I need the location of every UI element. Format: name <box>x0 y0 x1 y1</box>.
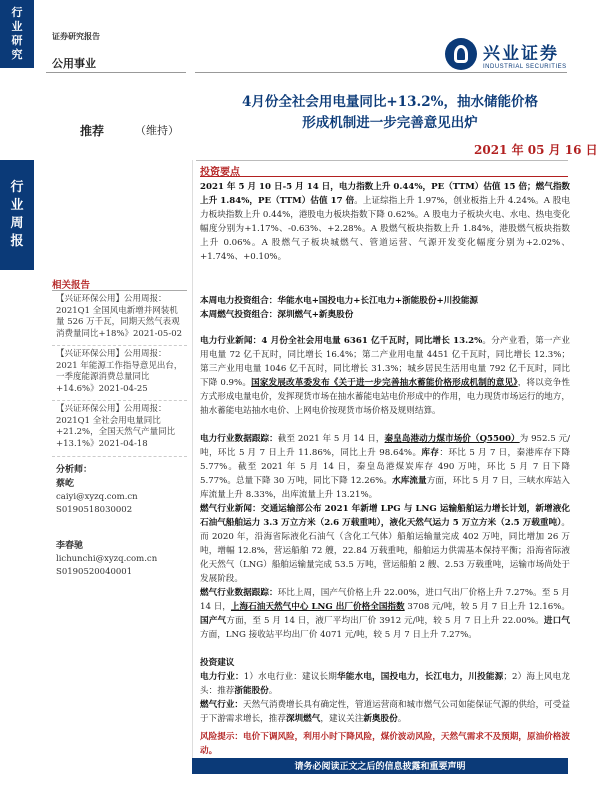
gas-news-paragraph: 燃气行业新闻：交通运输部公布 2021 年新增 LPG 与 LNG 运输船舶运力增长计划，新增液化石油气船舶运力 3.3 万立方米（2.6 万载重吨），液化天然气运力 5 万立方米（2.5 万载重吨）。而 2020 年，沿海省际液化石油气（含化工气体）船舶运输量完成 402 万吨，同比增加 26 万吨，增幅 12.8%，营运船舶 72 艘，22.84 万载重吨，船舶运力供需基本保持平衡；沿海省际液化天然气（LNG）船舶运输量完成 53.5 万吨，营运船舶 2 艘、2.53 万载重吨，运输市场尚处于发展阶段。 <box>200 504 570 584</box>
company-logo <box>445 38 567 70</box>
logo-icon <box>445 38 477 70</box>
power-news-paragraph: 电力行业新闻：4 月份全社会用电量 6361 亿千瓦时，同比增长 13.2%。分产业看，第一产业用电量 72 亿千瓦时，同比增长 16.4%；第二产业用电量 4451 亿千瓦时，同比增长 12.3%；第三产业用电量 1046 亿千瓦时，同比增长 31.3%；城乡居民生活用电量 792 亿千瓦时，同比下降 0.9%。国家发展改革委发布《关于进一步完善抽水蓄能价格形成机制的意见》，将以竞争性方式形成电量电价，发挥现货市场在抽水蓄能电站电价形成中的作用，电力现货市场运行的地方，抽水蓄能电站抽水电价、上网电价按现货市场价格及规则结算。 <box>200 336 570 416</box>
divider <box>200 176 568 177</box>
analyst-card <box>56 540 157 579</box>
power-data-paragraph: 电力行业数据跟踪：截至 2021 年 5 月 14 日，秦皇岛港动力煤市场价（Q5500）为 952.5 元/吨，环比 5 月 7 日上升 11.86%，同比上升 98.64%。库存：环比 5 月 7 日，秦港库存下降 5.77%。截至 2021 年 5 月 14 日，秦皇岛港煤炭库存 490 万吨，环比 5 月 7 日下降 5.77%。总量下降 30 万吨，同比下降 12.26%。水库流量方面，环比 5 月 7 日，三峡水库站入库流量上升 8.33%，出库流量上升 13.21%。 <box>200 434 571 500</box>
column-divider <box>192 160 193 758</box>
strip-char: 周 <box>10 216 24 231</box>
top-side-strip <box>0 0 34 68</box>
market-summary-paragraph: 2021 年 5 月 10 日-5 月 14 日，电力指数上升 0.44%，PE（TTM）估值 15 倍；燃气指数上升 1.84%，PE（TTM）估值 17 倍。上证综指上升 1.97%，创业板指上升 4.24%。A 股电力板块指数上升 0.44%，港股电力板块指数下降 0.62%。A 股电力子板块火电、水电、热电变化幅度分别为+1.17%、-0.63%、+2.28%。A 股燃气板块指数上升 1.84%，港股燃气板块指数上升 0.06%。A 股燃气子板块城燃气、管道运营、气源开发变化幅度分别为+2.02%、+1.74%、+0.10%。 <box>200 182 571 262</box>
analyst-cert: S0190518030002 <box>56 505 133 515</box>
analyst-email[interactable]: lichunchi@xyzq.com.cn <box>56 554 158 564</box>
advice-heading: 投资建议 <box>200 658 235 668</box>
strip-char: 究 <box>11 48 23 61</box>
analysts-heading: 分析师： <box>56 465 93 475</box>
divider <box>196 160 568 161</box>
related-report-link[interactable]: 【兴证环保公用】公用周报：2021Q1 全国风电新增并网装机量 526 万千瓦，同期天然气表观消费量同比+18%》2021-05-02 <box>56 294 183 339</box>
divider <box>195 72 567 73</box>
divider <box>52 400 187 401</box>
strip-char: 研 <box>11 34 23 47</box>
rating-label: 推荐 <box>80 124 105 138</box>
risk-warning: 风险提示：电价下调风险，利用小时下降风险，煤价波动风险，天然气需求不及预期，原油价格波动。 <box>200 732 570 756</box>
gas-data-paragraph: 燃气行业数据跟踪：环比上周，国产气价格上升 22.00%，进口气出厂价格上升 7.27%。至 5 月 14 日，上海石油天然气中心 LNG 出厂价格全国指数 3708 元/吨，较 5 月 7 日上升 12.16%。国产气方面，至 5 月 14 日，液厂平均出厂价 3912 元/吨，较 5 月 7 日上升 22.00%。进口气方面，LNG 接收站平均出厂价 4071 元/吨，较 5 月 7 日上升 7.27%。 <box>200 588 570 640</box>
disclaimer-footer: 请务必阅读正文之后的信息披露和重要声明 <box>192 758 568 774</box>
strip-char: 行 <box>10 180 24 195</box>
portfolio-paragraph: 本周电力投资组合：华能水电+国投电力+长江电力+浙能股份+川投能源 本周燃气投资组合：深圳燃气+新奥股份 <box>200 296 479 320</box>
rating-change: （维持） <box>135 124 179 137</box>
sector-label: 公用事业 <box>52 57 96 70</box>
divider <box>52 456 187 457</box>
divider <box>52 345 187 346</box>
report-category-strip <box>0 160 34 270</box>
analyst-email[interactable]: caiyi@xyzq.com.cn <box>56 492 138 502</box>
report-date: 2021 年 05 月 16 日 <box>474 143 598 157</box>
strip-char: 业 <box>10 198 24 213</box>
analyst-cert: S0190520040001 <box>56 567 133 577</box>
divider <box>52 290 187 291</box>
strip-char: 报 <box>10 234 24 249</box>
analyst-name: 蔡屹 <box>56 479 75 489</box>
analyst-name: 李春驰 <box>56 541 84 551</box>
report-title <box>200 92 580 134</box>
related-report-link[interactable]: 【兴证环保公用】公用周报：2021Q1 全社会用电量同比+21.2%，全国天然气产量同比+13.1%》2021-04-18 <box>56 404 176 449</box>
investment-advice: 投资建议 电力行业：1）水电行业：建议长期华能水电，国投电力，长江电力，川投能源；2）海上风电龙头：推荐浙能股份。 燃气行业：天然气消费增长具有确定性，管道运营商和城市燃气公司如能保证气源的供给，可受益于下游需求增长，推荐深圳燃气，建议关注新奥股份。 <box>200 658 570 724</box>
title-line: 形成机制进一步完善意见出炉 <box>302 115 478 131</box>
title-line: 4月份全社会用电量同比+13.2%，抽水储能价格 <box>242 94 538 110</box>
report-type: 证券研究报告 <box>52 31 100 41</box>
divider <box>46 72 186 73</box>
logo-name-cn: 兴业证券 <box>483 43 559 64</box>
strip-char: 行 <box>11 6 23 19</box>
strip-char: 业 <box>11 20 23 33</box>
analyst-card <box>56 478 138 517</box>
logo-name-en: INDUSTRIAL SECURITIES <box>483 63 567 70</box>
section-heading: 投资要点 <box>200 167 240 178</box>
related-reports-heading: 相关报告 <box>52 280 91 291</box>
related-report-link[interactable]: 【兴证环保公用】公用周报：2021 年能源工作指导意见出台，一季度能源消费总量同比+14.6%》2021-04-25 <box>56 349 183 394</box>
